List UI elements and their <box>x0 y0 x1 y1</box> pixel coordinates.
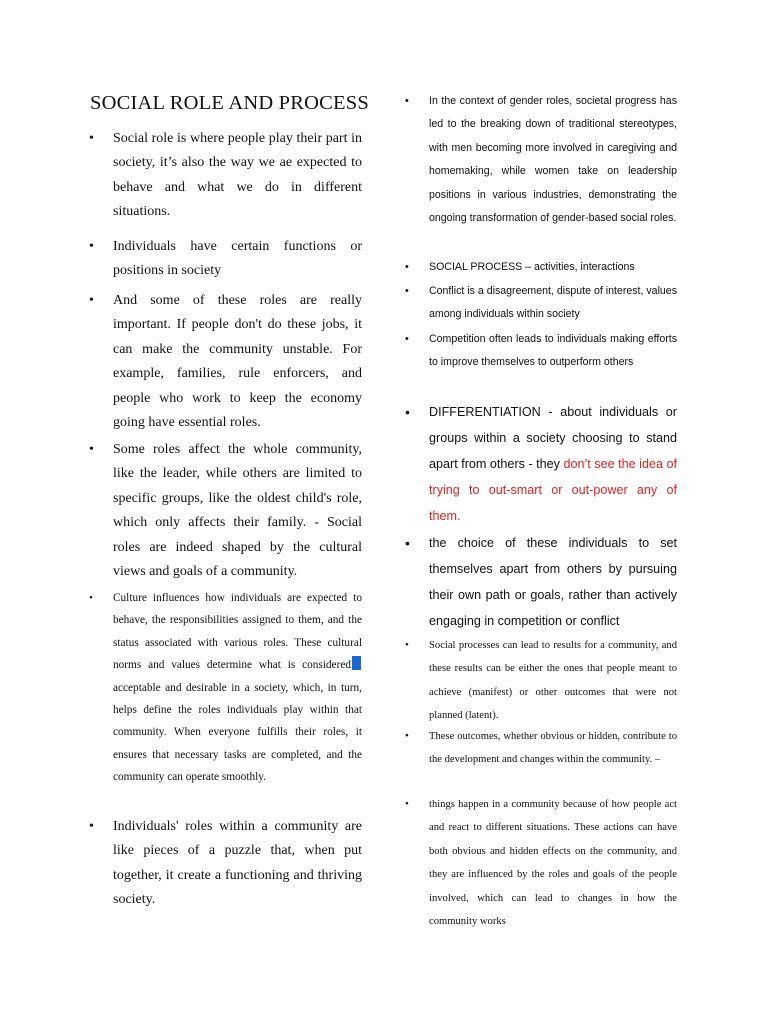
right-bullet-5-red-text: don’t see the idea of trying to out-smart or out-power any of them. <box>429 457 677 523</box>
left-bullet-6 <box>89 815 362 913</box>
right-bullet-7 <box>405 634 677 728</box>
left-bullet-3-text: And some of these roles are really important. If people don't do these jobs, it can make the community unstable. For example, families, rule enforcers, and people who work to keep the economy going have essential roles. <box>113 293 362 431</box>
bullet-icon: • <box>89 239 94 254</box>
right-bullet-5 <box>405 399 677 529</box>
left-bullet-1-text: Social role is where people play their part in society, it’s also the way we ae expected to behave and what we do in different situations. <box>113 131 362 220</box>
right-bullet-2 <box>405 256 677 279</box>
bullet-icon: • <box>89 592 93 604</box>
right-bullet-3 <box>405 280 677 327</box>
left-bullet-4-text: Some roles affect the whole community, like the leader, while others are limited to specific groups, like the oldest child's role, which only affects their family. - Social roles are indeed shaped by the cultural views and goals of a community. <box>113 442 362 580</box>
bullet-icon: • <box>405 95 409 107</box>
left-bullet-5-text-after: acceptable and desirable in a society, which, in turn, helps define the roles individuals play within that community. When everyone fulfills their roles, it ensures that necessary tasks are completed, and the community can operate smoothly. <box>113 681 362 784</box>
right-bullet-8-text: These outcomes, whether obvious or hidden, contribute to the development and changes within the community. – <box>429 731 677 766</box>
left-bullet-2-text: Individuals have certain functions or positions in society <box>113 239 362 279</box>
bullet-icon: • <box>405 261 409 273</box>
right-bullet-4-text: Competition often leads to individuals making efforts to improve themselves to outperform others <box>429 333 677 369</box>
bullet-icon: • <box>89 442 94 457</box>
right-bullet-2-text: SOCIAL PROCESS – activities, interactions <box>429 261 635 273</box>
bullet-icon: • <box>89 131 94 146</box>
bullet-icon: • <box>89 293 94 308</box>
left-bullet-5-text-before: Culture influences how individuals are expected to behave, the responsibilities assigned to them, and the status associated with various roles. These cultural norms and values determine what is considered <box>113 592 362 672</box>
right-bullet-6 <box>405 530 677 634</box>
right-bullet-5-text: DIFFERENTIATION - about individuals or groups within a society choosing to stand apart from others - they <box>429 405 677 471</box>
right-bullet-9-text: things happen in a community because of how people act and react to different situations. These actions can have both obvious and hidden effects on the community, and they are influenced by the roles and goals of the people involved, which can lead to changes in how the community works <box>429 799 677 928</box>
bullet-icon: • <box>89 819 94 834</box>
right-bullet-8 <box>405 725 677 772</box>
left-bullet-6-text: Individuals' roles within a community are like pieces of a puzzle that, when put together, it create a functioning and thriving society. <box>113 819 362 908</box>
bullet-icon: • <box>405 404 410 420</box>
right-bullet-7-text: Social processes can lead to results for a community, and these results can be either the ones that people meant to achieve (manifest) or other outcomes that were not planned (latent). <box>429 640 677 722</box>
right-bullet-4 <box>405 328 677 375</box>
bullet-icon: • <box>405 333 409 345</box>
left-bullet-3 <box>89 289 362 435</box>
document-title: SOCIAL ROLE AND PROCESS <box>90 92 369 114</box>
right-bullet-1 <box>405 90 677 230</box>
left-bullet-5 <box>89 587 362 789</box>
bullet-icon: • <box>405 535 410 551</box>
bullet-icon: • <box>405 639 409 651</box>
right-bullet-1-text: In the context of gender roles, societal progress has led to the breaking down of traditional stereotypes, with men becoming more involved in caregiving and homemaking, while women take on leadership positions in various industries, demonstrating the ongoing transformation of gender-based social roles. <box>429 95 677 225</box>
bullet-icon: • <box>405 285 409 297</box>
right-bullet-6-text: the choice of these individuals to set themselves apart from others by pursuing their own path or goals, rather than actively engaging in competition or conflict <box>429 536 677 628</box>
left-bullet-1 <box>89 127 362 225</box>
left-bullet-2 <box>89 235 362 284</box>
left-bullet-4 <box>89 438 362 584</box>
bullet-icon: • <box>405 798 409 810</box>
text-cursor-highlight <box>352 656 361 670</box>
bullet-icon: • <box>405 730 409 742</box>
right-bullet-9 <box>405 793 677 933</box>
right-bullet-3-text: Conflict is a disagreement, dispute of interest, values among individuals within society <box>429 285 677 321</box>
